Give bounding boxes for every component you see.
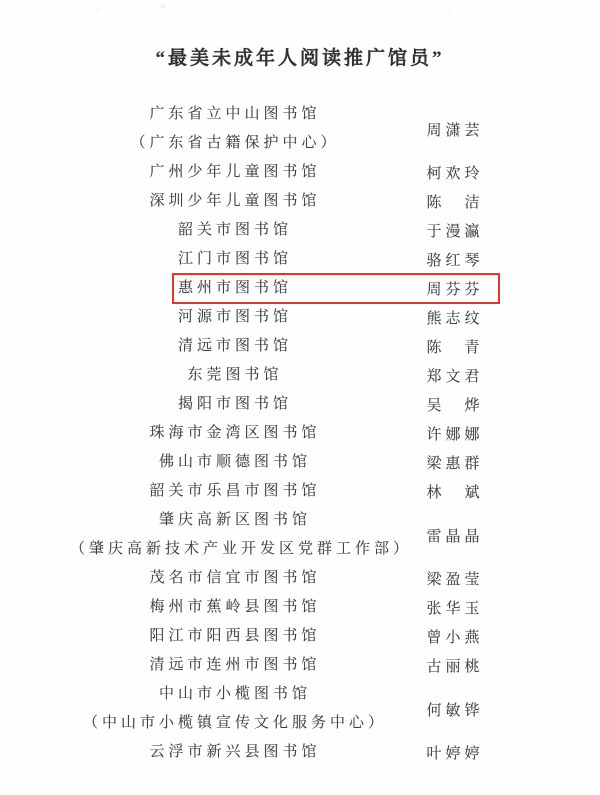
library-name: 深圳少年儿童图书馆	[149, 193, 321, 209]
table-row	[70, 477, 510, 506]
librarian-name: 张华玉	[426, 601, 484, 617]
librarian-name: 曾小燕	[426, 630, 484, 646]
award-table	[70, 100, 510, 767]
library-name: 佛山市顺德图书馆	[158, 454, 311, 470]
table-row	[70, 158, 510, 187]
table-row	[70, 245, 510, 274]
library-cell	[70, 680, 400, 738]
scan-artifact	[160, 5, 165, 8]
library-name: 清远市连州市图书馆	[149, 657, 321, 673]
scan-artifact	[448, 12, 451, 14]
table-row	[70, 187, 510, 216]
library-name: 广州少年儿童图书馆	[149, 164, 321, 180]
library-name: 江门市图书馆	[177, 251, 292, 267]
librarian-name: 古丽桃	[426, 659, 484, 675]
library-cell	[70, 216, 400, 245]
library-name: 惠州市图书馆	[177, 280, 292, 296]
library-name: 韶关市乐昌市图书馆	[149, 483, 321, 499]
library-cell	[70, 100, 400, 158]
librarian-name: 陈 青	[426, 340, 484, 356]
table-row	[70, 680, 510, 738]
table-row	[70, 361, 510, 390]
library-note: （广东省古籍保护中心）	[130, 135, 340, 151]
library-cell	[70, 622, 400, 651]
librarian-name: 周芬芬	[426, 282, 484, 298]
library-cell	[70, 332, 400, 361]
table-row	[70, 390, 510, 419]
library-name: 清远市图书馆	[177, 338, 292, 354]
table-row	[70, 448, 510, 477]
page-title: “最美未成年人阅读推广馆员”	[155, 48, 445, 69]
librarian-name: 吴 烨	[426, 398, 484, 414]
librarian-name: 于漫瀛	[426, 224, 484, 240]
library-name: 揭阳市图书馆	[177, 396, 292, 412]
librarian-name: 林 斌	[426, 485, 484, 501]
library-cell	[70, 158, 400, 187]
table-row	[70, 622, 510, 651]
table-row	[70, 564, 510, 593]
library-name: 东莞图书馆	[187, 367, 283, 383]
library-cell	[70, 738, 400, 767]
library-cell	[70, 361, 400, 390]
library-cell	[70, 187, 400, 216]
library-name: 广东省立中山图书馆	[149, 106, 321, 122]
library-note: （肇庆高新技术产业开发区党群工作部）	[70, 541, 413, 557]
library-cell	[70, 477, 400, 506]
librarian-name: 郑文君	[426, 369, 484, 385]
table-row	[70, 100, 510, 158]
table-row	[70, 506, 510, 564]
library-name: 梅州市蕉岭县图书馆	[149, 599, 321, 615]
librarian-name: 陈 洁	[426, 195, 484, 211]
table-row	[70, 274, 510, 303]
library-cell	[70, 506, 413, 564]
library-name: 茂名市信宜市图书馆	[149, 570, 321, 586]
librarian-name: 叶婷婷	[426, 746, 484, 762]
table-row	[70, 332, 510, 361]
librarian-name: 雷晶晶	[426, 528, 484, 545]
librarian-name: 骆红琴	[426, 253, 484, 269]
scan-artifact	[96, 9, 100, 11]
librarian-name: 梁盈莹	[426, 572, 484, 588]
library-name: 中山市小榄图书馆	[158, 686, 311, 702]
library-cell	[70, 651, 400, 680]
librarian-name: 熊志纹	[426, 311, 484, 327]
librarian-name: 何敏铧	[426, 702, 484, 719]
library-cell	[70, 448, 400, 477]
librarian-name: 梁惠群	[426, 456, 484, 472]
library-cell	[70, 303, 400, 332]
table-row	[70, 593, 510, 622]
librarian-name: 许娜娜	[426, 427, 484, 443]
library-cell	[70, 390, 400, 419]
library-name: 河源市图书馆	[177, 309, 292, 325]
library-cell	[70, 564, 400, 593]
library-cell	[70, 593, 400, 622]
library-cell	[70, 245, 400, 274]
library-name: 韶关市图书馆	[177, 222, 292, 238]
table-row	[70, 738, 510, 767]
library-name: 珠海市金湾区图书馆	[149, 425, 321, 441]
library-cell	[70, 419, 400, 448]
librarian-name: 周潇芸	[426, 122, 484, 139]
library-note: （中山市小榄镇宣传文化服务中心）	[82, 715, 387, 731]
library-name: 肇庆高新区图书馆	[158, 512, 311, 528]
table-row	[70, 216, 510, 245]
library-name: 阳江市阳西县图书馆	[149, 628, 321, 644]
table-row	[70, 419, 510, 448]
table-row	[70, 651, 510, 680]
library-cell	[70, 274, 400, 303]
table-row	[70, 303, 510, 332]
library-name: 云浮市新兴县图书馆	[149, 744, 321, 760]
librarian-name: 柯欢玲	[426, 166, 484, 182]
